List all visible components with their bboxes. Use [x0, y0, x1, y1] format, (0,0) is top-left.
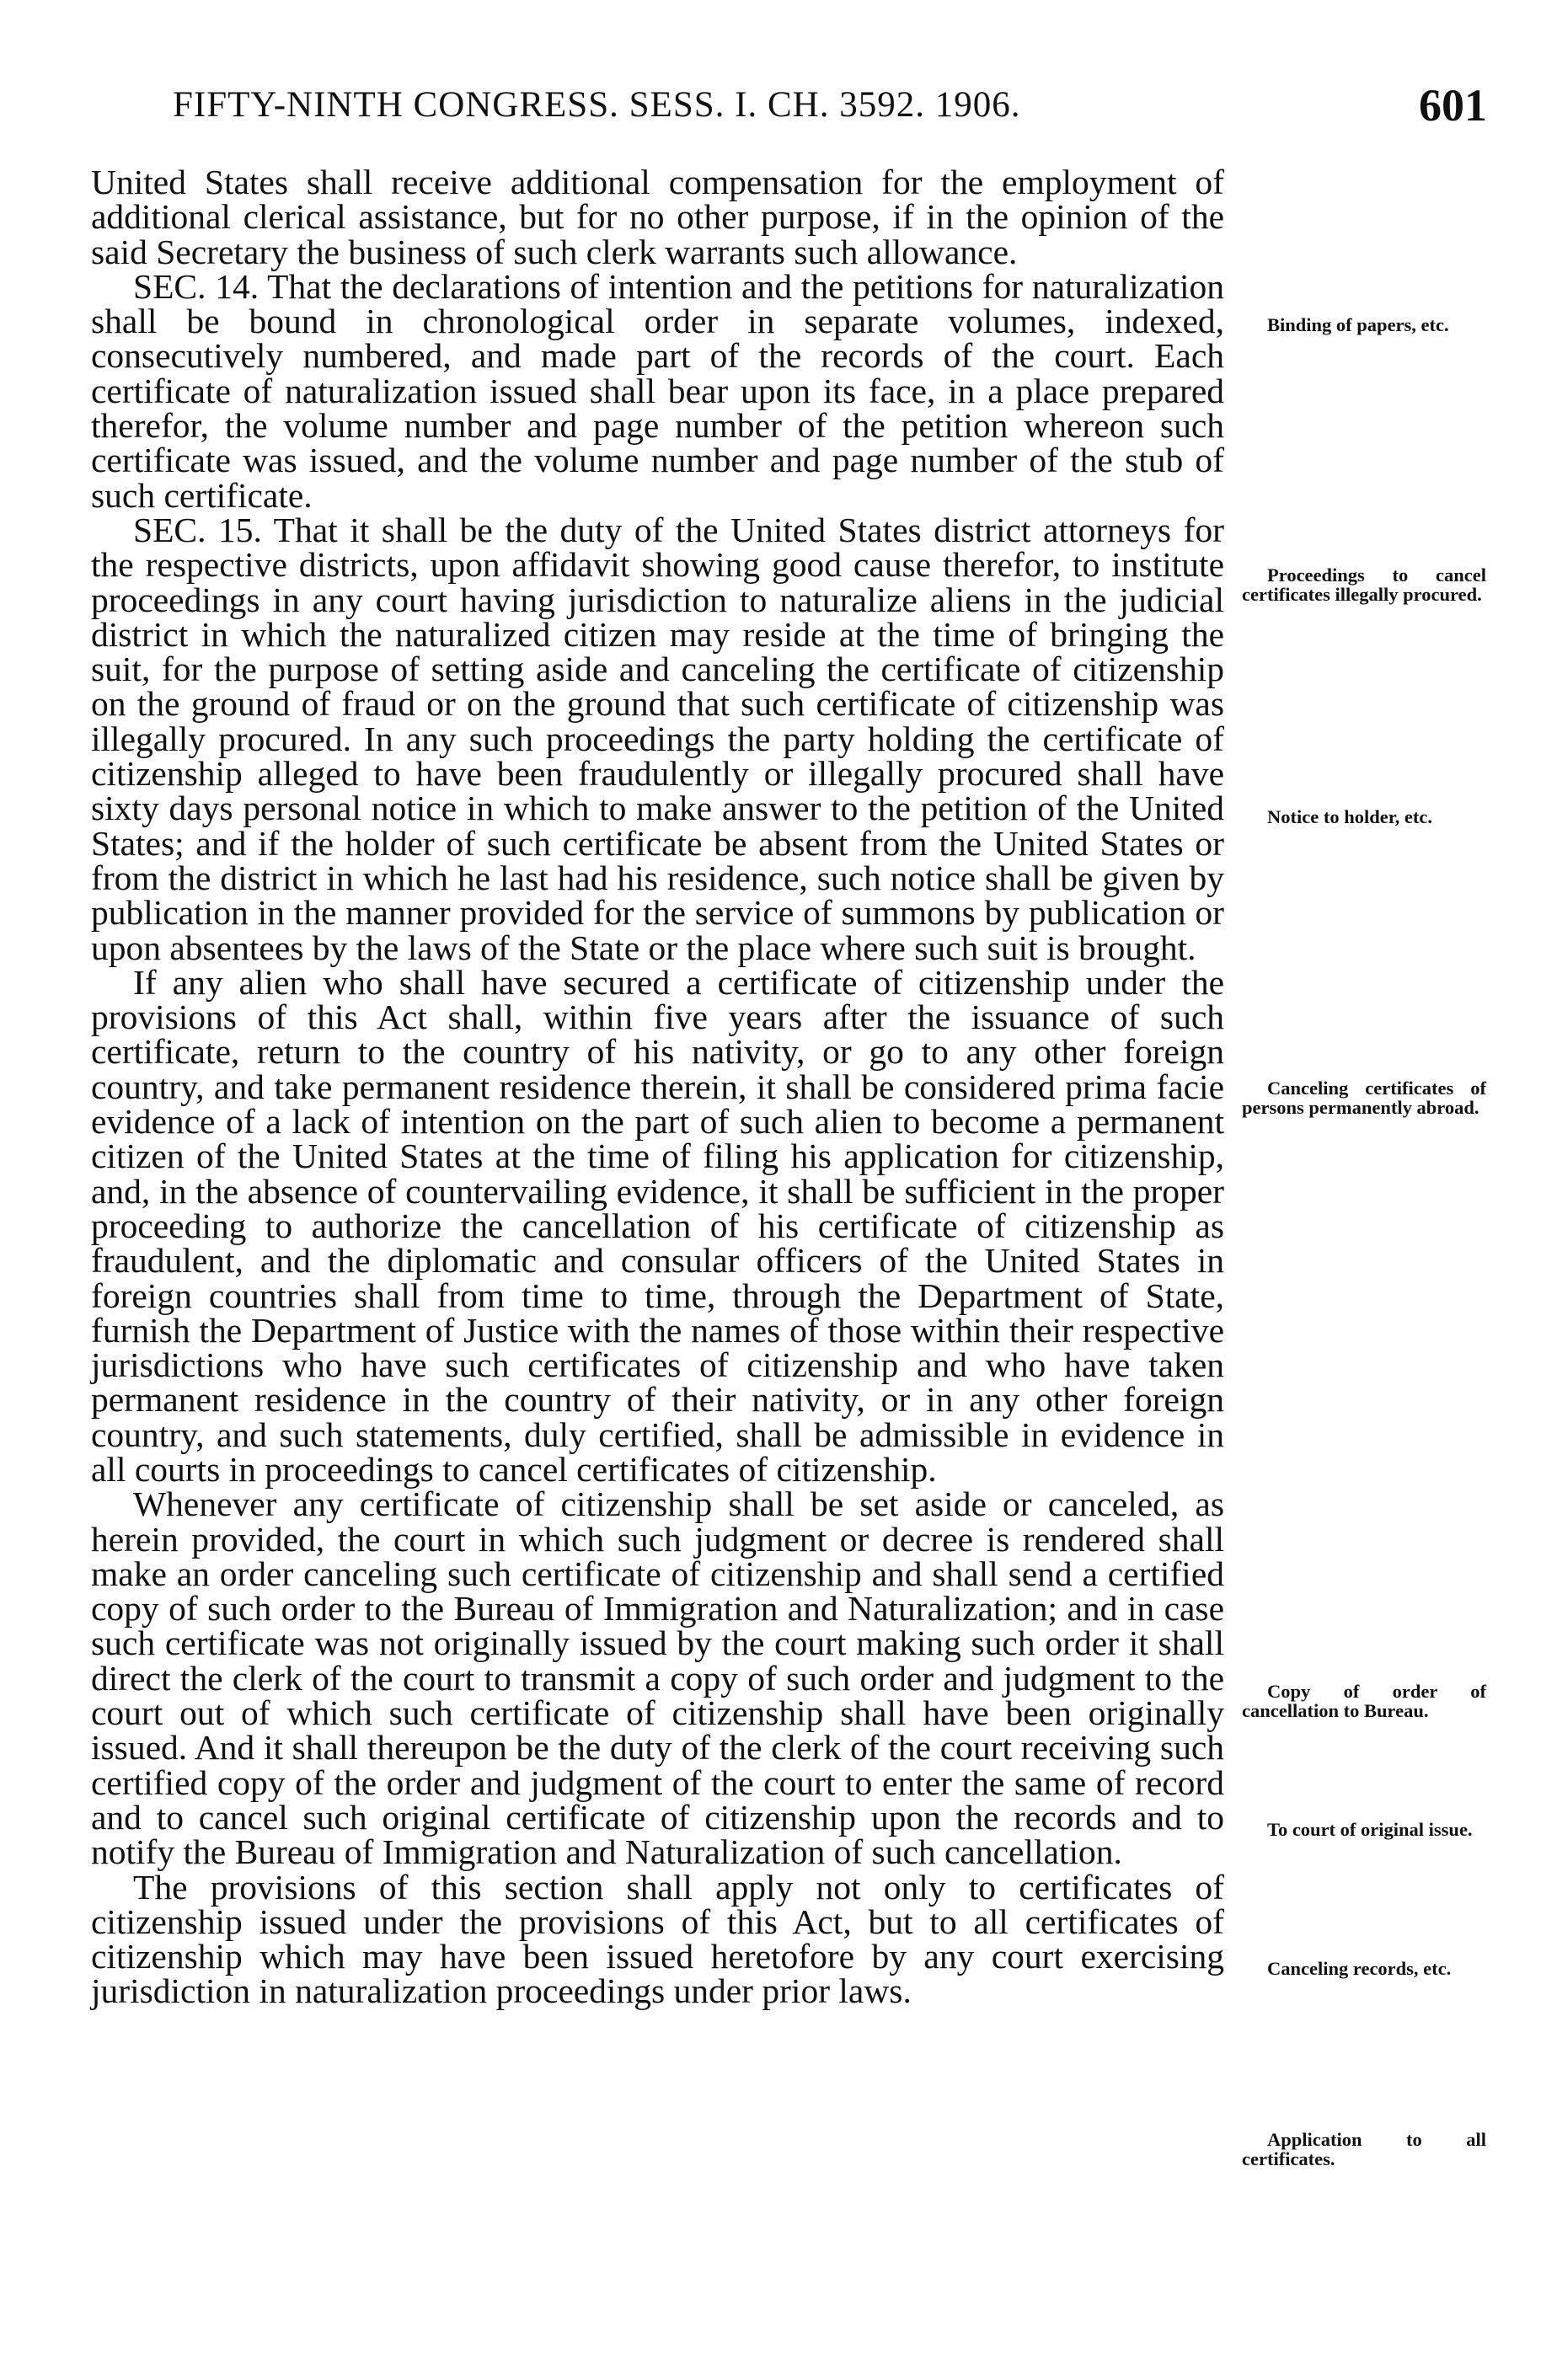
paragraph-text: If any alien who shall have secured a certificate of citizenship under the provisions of this Act shall, within five years after the issuance of such certificate, return to the country of his nativity, or go to any other foreign country, and take permanent residence therein, it shall be considered prima facie evidence of a lack of intention on the part of such alien to become a permanent citizen of the United States at the time of filing his application for citizenship, and, in the absence of countervailing evidence, it shall be sufficient in the proper proceeding to authorize the cancellation of his certificate of citizenship as fraudulent, and the diplomatic and consular officers of the United States in foreign countries shall from time to time, through the Department of State, furnish the Department of Justice with the names of those within their respective jurisdictions who have such certificates of citizenship and who have taken permanent residence in the country of their nativity, or in any other foreign country, and such statements, duly certified, shall be admissible in evidence in all courts in proceedings to cancel certificates of citizenship.: [91, 962, 1224, 1489]
sidenote-court-of-original-issue: To court of original issue.: [1267, 1819, 1473, 1840]
paragraph-cancellation-order: [91, 1484, 1224, 1872]
sidenote-application-to-all: Application to all certificates.: [1242, 2129, 1486, 2169]
paragraph-section-15: [91, 510, 1224, 967]
sidenote-binding-of-papers: Binding of papers, etc.: [1267, 314, 1449, 335]
paragraph-text: That it shall be the duty of the United States district attorneys for the respective districts, upon affidavit showing good cause therefor, to institute proceedings in any court having jurisdiction to naturalize aliens in the judicial district in which the naturalized citizen may reside at the time of bringing the suit, for the purpose of setting aside and canceling the certificate of citizenship on the ground of fraud or on the ground that such certificate of citizenship was illegally procured. In any such proceedings the party holding the certificate of citizenship alleged to have been fraudulently or illegally procured shall have sixty days personal notice in which to make answer to the petition of the United States; and if the holder of such certificate be absent from the United States or from the district in which he last had his residence, such notice shall be given by publication in the manner provided for the service of summons by publication or upon absentees by the laws of the State or the place where such suit is brought.: [91, 510, 1224, 967]
paragraph-residence-abroad: [91, 962, 1224, 1489]
section-label: SEC. 14.: [133, 266, 260, 306]
sidenote-canceling-records: Canceling records, etc.: [1267, 1958, 1452, 1979]
running-head-title: FIFTY-NINTH CONGRESS. SESS. I. CH. 3592. 1906.: [173, 85, 1021, 125]
running-head: [173, 80, 1487, 135]
paragraph-continuation: [91, 165, 1224, 270]
paragraph-section-14: [91, 266, 1224, 515]
sidenote-notice-to-holder: Notice to holder, etc.: [1267, 806, 1432, 827]
page-number: 601: [1419, 80, 1487, 131]
sidenote-copy-of-order: Copy of order of cancellation to Bureau.: [1242, 1681, 1486, 1721]
paragraph-text: Whenever any certificate of citizenship shall be set aside or canceled, as herein provided, the court in which such judgment or decree is rendered shall make an order canceling such certificate of citizenship and shall send a certified copy of such order to the Bureau of Immigration and Naturalization; and in case such certificate was not originally issued by the court making such order it shall direct the clerk of the court to transmit a copy of such order and judgment to the court out of which such certificate of citizenship shall have been originally issued. And it shall thereupon be the duty of the clerk of the court receiving such certified copy of the order and judgment of the court to enter the same of record and to cancel such original certificate of citizenship upon the records and to notify the Bureau of Immigration and Naturalization of such cancellation.: [91, 1484, 1224, 1872]
section-label: SEC. 15.: [133, 510, 262, 549]
paragraph-text: That the declarations of intention and the petitions for naturalization shall be bound in chronological order in separate volumes, indexed, consecutively numbered, and made part of the records of the court. Each certificate of naturalization issued shall bear upon its face, in a place prepared therefor, the volume number and page number of the petition whereon such certificate was issued, and the volume number and page number of the stub of such certificate.: [91, 266, 1224, 515]
sidenote-proceedings-to-cancel: Proceedings to cancel certificates illegally procured.: [1242, 564, 1486, 605]
paragraph-text: United States shall receive additional compensation for the employment of additional clerical assistance, but for no other purpose, if in the opinion of the said Secretary the business of such clerk warrants such allowance.: [91, 163, 1224, 271]
sidenote-canceling-certificates-abroad: Canceling certificates of persons permanently abroad.: [1242, 1078, 1486, 1118]
body-text: [91, 165, 1224, 2009]
paragraph-text: The provisions of this section shall apply not only to certificates of citizenship issued under the provisions of this Act, but to all certificates of citizenship which may have been issued heretofore by any court exercising jurisdiction in naturalization proceedings under prior laws.: [91, 1867, 1224, 2011]
paragraph-application: [91, 1867, 1224, 2011]
